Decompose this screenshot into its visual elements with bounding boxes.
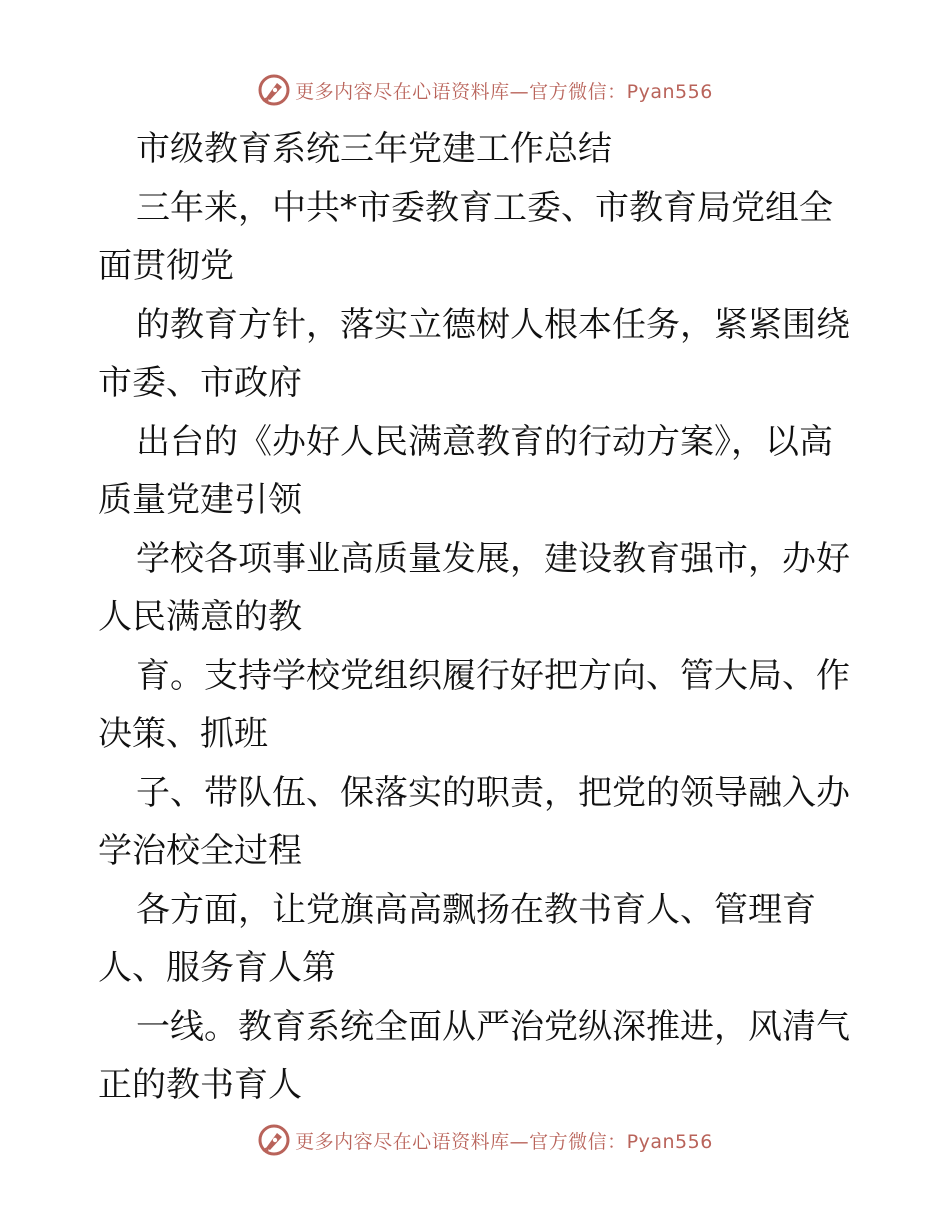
paragraph-line: 决策、抓班	[98, 714, 268, 754]
paragraph-line: 人民满意的教	[98, 597, 302, 637]
paragraph-line: 学治校全过程	[98, 831, 302, 871]
header-watermark-banner	[0, 70, 950, 110]
footer-watermark-inner	[257, 1123, 713, 1157]
paragraph-line: 一线。教育系统全面从严治党纵深推进，风清气	[136, 1006, 850, 1047]
paragraph-line: 三年来，中共*市委教育工委、市教育局党组全	[136, 187, 833, 228]
paragraph-line: 育。支持学校党组织履行好把方向、管大局、作	[136, 655, 850, 696]
paragraph-line: 各方面，让党旗高高飘扬在教书育人、管理育	[136, 889, 816, 930]
paragraph-line: 的教育方针，落实立德树人根本任务，紧紧围绕	[136, 304, 850, 345]
paragraph-line: 人、服务育人第	[98, 948, 336, 988]
document-title: 市级教育系统三年党建工作总结	[136, 129, 612, 169]
document-body	[98, 120, 858, 1115]
paragraph-line: 质量党建引领	[98, 480, 302, 520]
paragraph-line: 子、带队伍、保落实的职责，把党的领导融入办	[136, 772, 850, 813]
paragraph-line: 正的教书育人	[98, 1065, 302, 1105]
pen-nib-logo-icon	[257, 1123, 291, 1157]
paragraph-line: 学校各项事业高质量发展，建设教育强市，办好	[136, 538, 850, 579]
pen-nib-logo-icon	[257, 73, 291, 107]
header-watermark-text: 更多内容尽在心语资料库—官方微信：Pyan556	[295, 80, 713, 103]
paragraph-line: 市委、市政府	[98, 363, 302, 403]
footer-watermark-text: 更多内容尽在心语资料库—官方微信：Pyan556	[295, 1130, 713, 1153]
header-watermark-inner	[257, 73, 713, 107]
paragraph-line: 面贯彻党	[98, 246, 234, 286]
footer-watermark-banner	[0, 1120, 950, 1160]
paragraph-line: 出台的《办好人民满意教育的行动方案》，以高	[136, 421, 833, 462]
